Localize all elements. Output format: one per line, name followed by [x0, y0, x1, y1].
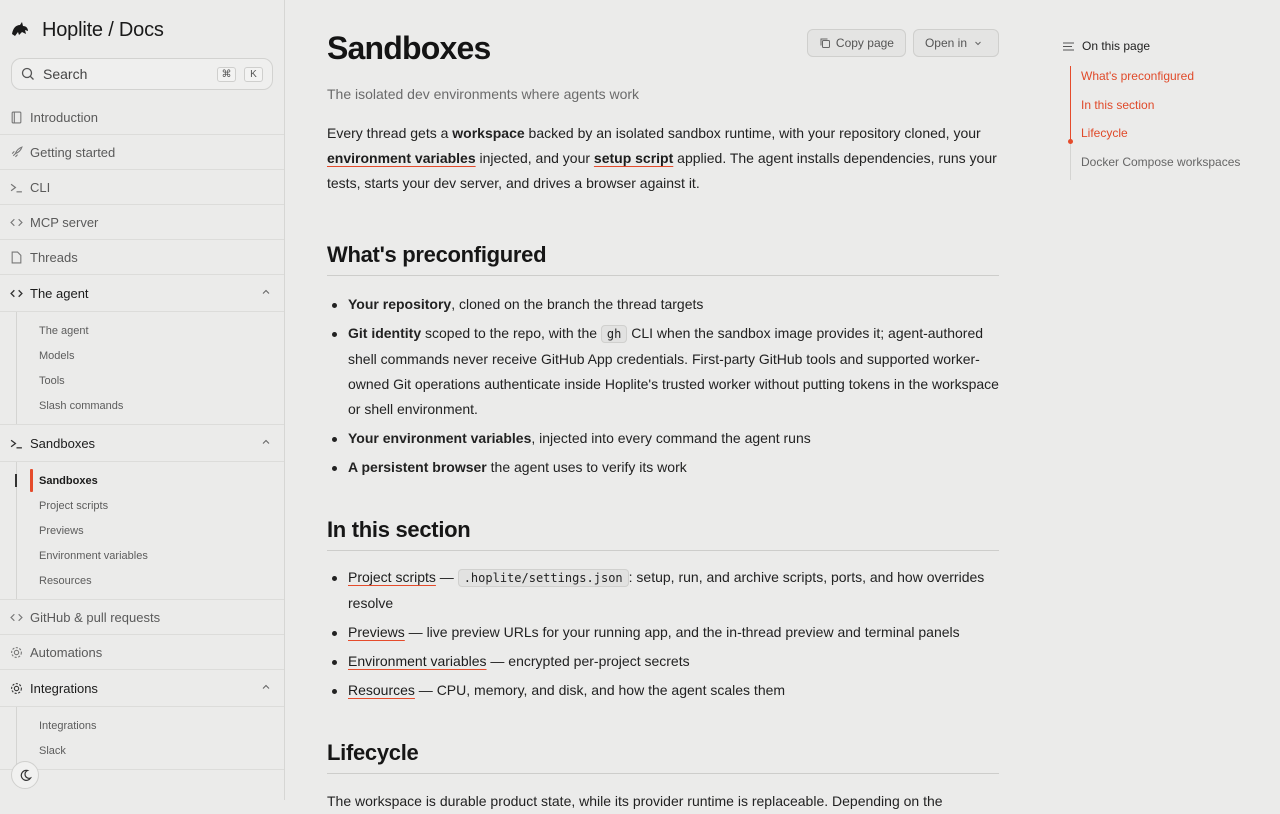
sidebar-subitem-previews[interactable]: Previews [39, 524, 84, 537]
sidebar [0, 0, 285, 800]
strong-text: Git identity [348, 325, 422, 341]
open-in-label: Open in [924, 36, 967, 50]
code-icon [10, 216, 23, 229]
sidebar-subitem-environment-variables[interactable]: Environment variables [39, 549, 148, 562]
sidebar-subitem-tools[interactable]: Tools [39, 374, 65, 387]
lifecycle-paragraph: The workspace is durable product state, while its provider runtime is replaceable. Depending on the [327, 793, 943, 809]
sidebar-group-label: Sandboxes [30, 435, 96, 451]
page-subtitle: The isolated dev environments where agents work [327, 86, 640, 102]
sidebar-group-integrations[interactable] [0, 670, 284, 707]
text: — live preview URLs for your running app, and the in-thread preview and terminal panels [404, 624, 960, 640]
list-item [327, 321, 999, 422]
toc-item-in-this-section[interactable]: In this section [1081, 97, 1155, 112]
toc-header [1063, 38, 1263, 54]
setup-script-link[interactable]: setup script [593, 150, 674, 166]
chevron-up-icon[interactable] [262, 683, 270, 691]
terminal-icon [10, 437, 23, 450]
sidebar-subitem-resources[interactable]: Resources [39, 574, 92, 587]
toc-item-lifecycle[interactable]: Lifecycle [1081, 126, 1128, 140]
environment-variables-link[interactable]: Environment variables [348, 653, 487, 669]
sidebar-item-label: Getting started [30, 144, 116, 160]
text: scoped to the repo, with the [421, 325, 601, 341]
theme-toggle-button[interactable] [11, 761, 39, 789]
heading-whats-preconfigured: What's preconfigured [327, 242, 999, 276]
sidebar-subitem-slash-commands[interactable]: Slash commands [39, 399, 124, 412]
open-in-button[interactable] [913, 29, 999, 57]
inline-code: .hoplite/settings.json [458, 569, 629, 587]
sidebar-subnav-integrations [0, 707, 284, 770]
project-scripts-link[interactable]: Project scripts [348, 569, 436, 585]
sidebar-item-label: Threads [30, 249, 78, 265]
sidebar-item-mcp-server[interactable] [0, 205, 284, 240]
environment-variables-link[interactable]: environment variables [327, 150, 476, 166]
sidebar-group-sandboxes[interactable] [0, 425, 284, 462]
sidebar-nav [0, 100, 284, 770]
code-icon [10, 611, 23, 624]
sidebar-item-github-pull-requests[interactable] [0, 600, 284, 635]
inline-code: gh [601, 325, 627, 343]
sidebar-subnav-sandboxes [0, 462, 284, 600]
chevron-up-icon[interactable] [262, 438, 270, 446]
brand-name: Hoplite / Docs [42, 18, 164, 41]
section-list [327, 565, 999, 703]
previews-link[interactable]: Previews [348, 624, 405, 640]
moon-icon [19, 769, 32, 782]
sidebar-item-label: Automations [30, 644, 103, 660]
list-icon [1063, 42, 1074, 51]
sidebar-subnav-the-agent [0, 312, 284, 425]
gear-icon [10, 646, 23, 659]
text: , cloned on the branch the thread targets [451, 296, 704, 312]
text: : setup, run, and archive scripts, ports, and how overrides resolve [348, 569, 985, 611]
toc-item-whats-preconfigured[interactable]: What's preconfigured [1081, 69, 1195, 83]
text: — CPU, memory, and disk, and how the agent scales them [414, 682, 786, 698]
sidebar-subitem-integrations[interactable]: Integrations [39, 719, 97, 732]
search-placeholder: Search [43, 66, 88, 82]
search-icon [21, 67, 35, 81]
copy-icon [819, 37, 831, 49]
sidebar-item-label: CLI [30, 179, 51, 195]
logo-icon [10, 20, 30, 40]
intro-paragraph [327, 121, 999, 196]
list-item [327, 649, 999, 674]
code-icon [10, 287, 23, 300]
sidebar-item-automations[interactable] [0, 635, 284, 670]
sidebar-item-getting-started[interactable] [0, 135, 284, 170]
toc-list [1070, 66, 1260, 180]
list-item [327, 292, 999, 317]
text: CLI when the sandbox image provides it; agent-authored shell commands never receive GitHub App credentials. First-party GitHub tools and supported worker-owned Git operations authenticate inside Hoplite's trusted worker without putting tokens in the workspace or shell environment. [348, 325, 999, 417]
preconfigured-list [327, 292, 999, 480]
list-item [327, 426, 999, 451]
rocket-icon [10, 146, 23, 159]
list-item [327, 455, 999, 480]
sidebar-item-label: GitHub & pull requests [30, 609, 161, 625]
sidebar-item-introduction[interactable] [0, 100, 284, 135]
chevron-up-icon[interactable] [262, 288, 270, 296]
strong-text: workspace [452, 125, 525, 141]
chevron-down-icon [974, 39, 982, 47]
sidebar-group-the-agent[interactable] [0, 275, 284, 312]
sidebar-subitem-sandboxes[interactable]: Sandboxes [0, 468, 284, 493]
copy-page-label: Copy page [835, 36, 894, 50]
sidebar-item-label: MCP server [30, 214, 99, 230]
article-body [327, 121, 999, 814]
text: — [435, 569, 458, 585]
heading-in-this-section: In this section [327, 517, 999, 551]
text: injected, and your [475, 150, 594, 166]
gear-icon [10, 682, 23, 695]
text: , injected into every command the agent runs [531, 430, 811, 446]
page-actions [800, 29, 999, 57]
strong-text: Your repository [348, 296, 452, 312]
sidebar-subitem-models[interactable]: Models [39, 349, 75, 362]
terminal-icon [10, 181, 23, 194]
search-input[interactable] [11, 58, 273, 90]
sidebar-group-label: The agent [30, 285, 89, 301]
text: the agent uses to verify its work [486, 459, 687, 475]
page-title: Sandboxes [327, 30, 491, 66]
strong-text: A persistent browser [348, 459, 487, 475]
sidebar-subitem-slack[interactable]: Slack [39, 744, 66, 757]
sidebar-item-label: Introduction [30, 109, 98, 125]
heading-lifecycle: Lifecycle [327, 740, 999, 774]
sidebar-group-label: Integrations [30, 680, 98, 696]
copy-page-button[interactable] [807, 29, 906, 57]
sidebar-item-threads[interactable] [0, 240, 284, 275]
resources-link[interactable]: Resources [348, 682, 415, 698]
sidebar-subitem-the-agent[interactable]: The agent [39, 324, 89, 337]
sidebar-item-cli[interactable] [0, 170, 284, 205]
sidebar-subitem-project-scripts[interactable]: Project scripts [39, 499, 109, 512]
text: backed by an isolated sandbox runtime, with your repository cloned, your [524, 125, 981, 141]
brand[interactable] [10, 17, 164, 43]
shortcut-k-key: K [244, 67, 263, 82]
list-item [327, 620, 999, 645]
shortcut-cmd-key: ⌘ [217, 67, 236, 82]
table-of-contents [1063, 38, 1263, 169]
text: applied. The agent installs dependencies, runs your tests, starts your dev server, and drives a browser against it. [327, 150, 997, 191]
toc-title: On this page [1082, 39, 1151, 53]
text: Every thread gets a [327, 125, 453, 141]
strong-text: Your environment variables [348, 430, 532, 446]
toc-item-docker-compose-workspaces[interactable]: Docker Compose workspaces [1081, 154, 1241, 169]
book-icon [10, 111, 23, 124]
list-item [327, 678, 999, 703]
file-icon [10, 251, 23, 264]
list-item [327, 565, 999, 616]
text: — encrypted per-project secrets [486, 653, 690, 669]
